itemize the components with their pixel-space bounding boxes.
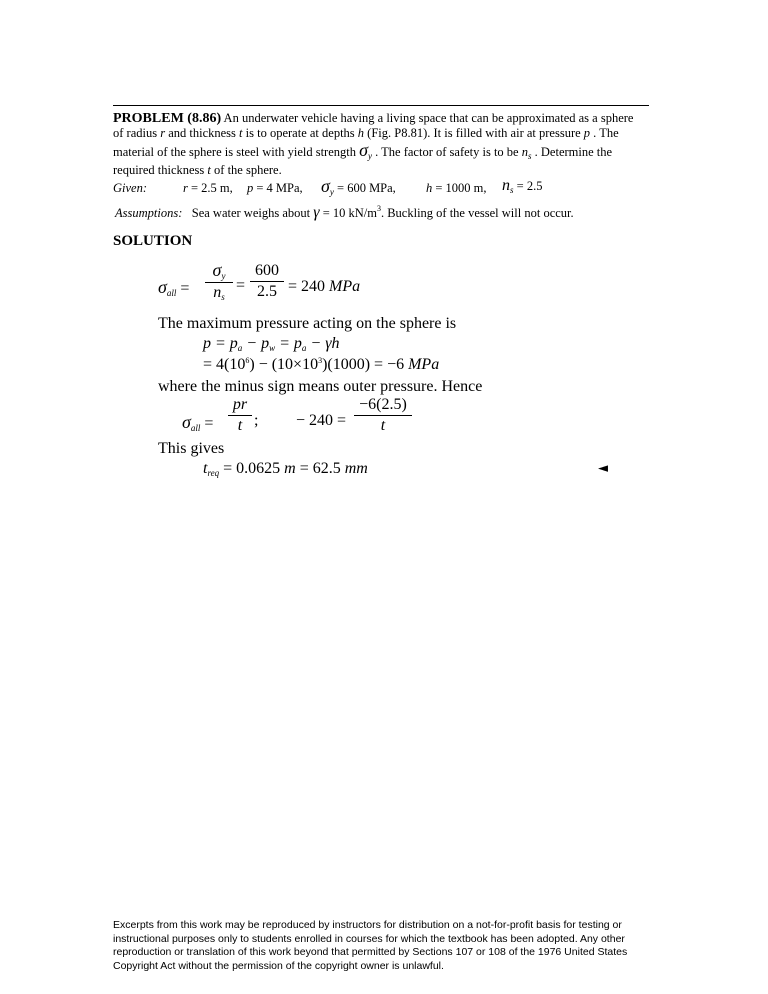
eq3-c: )(1000) = −6 [322,356,405,373]
assumptions-label: Assumptions: [115,206,183,220]
given-p-value: = 4 MPa, [256,181,303,195]
symbol-n: n [521,145,528,159]
eq1-den-n: n [213,284,222,301]
eq4-frac1-bar [228,415,252,416]
given-sym-sigma: σ [321,176,330,196]
symbol-sigma: σ [359,140,369,160]
eq4-lhs2: − 240 = [296,412,347,429]
eq5-t: t [203,460,208,477]
eq5 [203,460,368,478]
eq5-unit-m: m [284,460,296,477]
problem-heading: PROBLEM (8.86) [113,111,222,126]
eq1-sigma: σ [158,277,167,297]
solution-text-2: where the minus sign means outer pressure. Hence [158,378,483,395]
symbol-t-2: t [207,163,211,177]
given-r [183,180,233,196]
problem-text-2a: of radius [113,126,158,140]
eq1-num-sub: y [221,271,226,281]
eq2-end: − γh [306,335,340,352]
given-line [113,180,147,196]
given-sigma [321,178,396,200]
problem-line-2 [113,125,619,141]
eq2-sub-a2: a [301,343,307,353]
top-rule [113,105,649,106]
eq1-240: 240 [301,278,326,295]
eq1-frac2 [250,262,284,301]
symbol-r: r [160,126,166,140]
problem-text-1: An underwater vehicle having a living space that can be approximated as a sphere [223,111,634,125]
symbol-p: p [583,126,591,140]
eq5-value-m: = 0.0625 [223,460,281,477]
eq2 [203,335,340,353]
problem-text-2e: . The [593,126,619,140]
given-h [426,180,487,196]
eq2-sub-a: a [237,343,243,353]
problem-text-3a: material of the sphere is steel with yield strength [113,145,356,159]
eq1-num-sigma: σ [212,260,222,280]
eq4-den-t: t [237,417,243,434]
eq1-frac1 [205,260,233,302]
eq3-a: = 4(10 [203,356,246,373]
solution-heading: SOLUTION [113,233,193,249]
eq5-sub-req: req [207,468,220,478]
given-sigma-value: = 600 MPa, [337,181,396,195]
problem-line-4 [113,162,282,178]
assumptions-text-c: . Buckling of the vessel will not occur. [380,206,574,220]
eq4-sigma: σ [182,412,191,432]
eq1-unit: MPa [329,278,361,295]
eq4-num-2: −6(2.5) [359,396,407,413]
sub-y: y [368,151,373,161]
given-h-value: = 1000 m, [435,181,487,195]
eq3-sup3: 3 [318,356,323,365]
eq3 [203,356,439,374]
sub-s: s [528,151,532,161]
given-sym-p: p [247,181,254,195]
eq4-lhs: $\sigma_{all}$ = [182,412,214,433]
eq1-num-600: 600 [255,262,279,279]
problem-text-4b: of the sphere. [214,163,282,177]
eq1-den-2-5: 2.5 [257,283,277,300]
eq5-value-mm: = 62.5 [299,460,341,477]
eq5-unit-mm: mm [344,460,368,477]
problem-text-4a: required thickness [113,163,205,177]
symbol-h: h [357,126,365,140]
eq1-frac2-bar [250,281,284,282]
eq4-frac2-bar [354,415,412,416]
eq3-sup6: 6 [245,356,250,365]
assumptions-text-b: = 10 kN/m [322,206,377,220]
eq1-eq2: = [236,277,246,294]
eq4-sub-all: all [190,423,201,433]
eq4-num-pr: pr [232,396,248,413]
eq3-unit: MPa [408,356,440,373]
eq1-den-sub: s [221,292,225,302]
problem-text-3b: . The factor of safety is to be [375,145,519,159]
given-sym-h: h [426,181,433,195]
problem-text-2b: and thickness [168,126,236,140]
assumptions-line [115,201,574,221]
symbol-gamma: γ [313,204,320,221]
eq3-b: ) − (10×10 [249,356,319,373]
problem-text-3c: . Determine the [534,145,613,159]
problem-text-2c: is to operate at depths [245,126,355,140]
symbol-t: t [239,126,243,140]
eq1-lhs: $\sigma_{all}$ = [158,277,190,298]
copyright-footer: Excerpts from this work may be reproduced by instructors for distribution on a not-for-profit basis for testing or instructional purposes only to students enrolled in courses for which the textbook has been adopted. Any other reproduction or translation of this work beyond that permitted by Sections 107 or 108 of the 1976 United States Copyright Act without the permission of the copyright owner is unlawful. [113,919,628,972]
eq2-mid2: = p [275,335,302,352]
given-sym-r: r [183,181,188,195]
given-p [247,180,303,196]
given-sub-s: s [510,185,514,195]
given-ns [502,178,542,198]
eq4-semicolon: ; [254,412,259,429]
eq1-frac1-bar [205,282,233,283]
given-sub-y: y [329,187,334,197]
given-ns-value: = 2.5 [516,179,543,193]
eq4-frac1 [228,396,252,435]
given-sym-n: n [502,177,510,194]
solution-text-3: This gives [158,440,225,457]
assumptions-text-a: Sea water weighs about [191,206,311,220]
eq1-sub-all: all [166,288,177,298]
eq4-frac2 [354,396,412,435]
sup-3: 3 [376,204,381,213]
problem-line-3 [113,142,612,164]
answer-marker: ◄ [598,461,608,476]
problem-text-2d: (Fig. P8.81). It is filled with air at pressure [367,126,581,140]
eq4-den-t2: t [380,417,386,434]
eq1-result: = 240 MPa [288,278,361,295]
solution-text-1: The maximum pressure acting on the sphere is [158,315,457,332]
eq2-mid: − p [242,335,270,352]
eq2-a: p = p [203,335,238,352]
given-label: Given: [113,181,148,195]
eq2-sub-w: w [269,343,276,353]
given-r-value: = 2.5 m, [191,181,233,195]
